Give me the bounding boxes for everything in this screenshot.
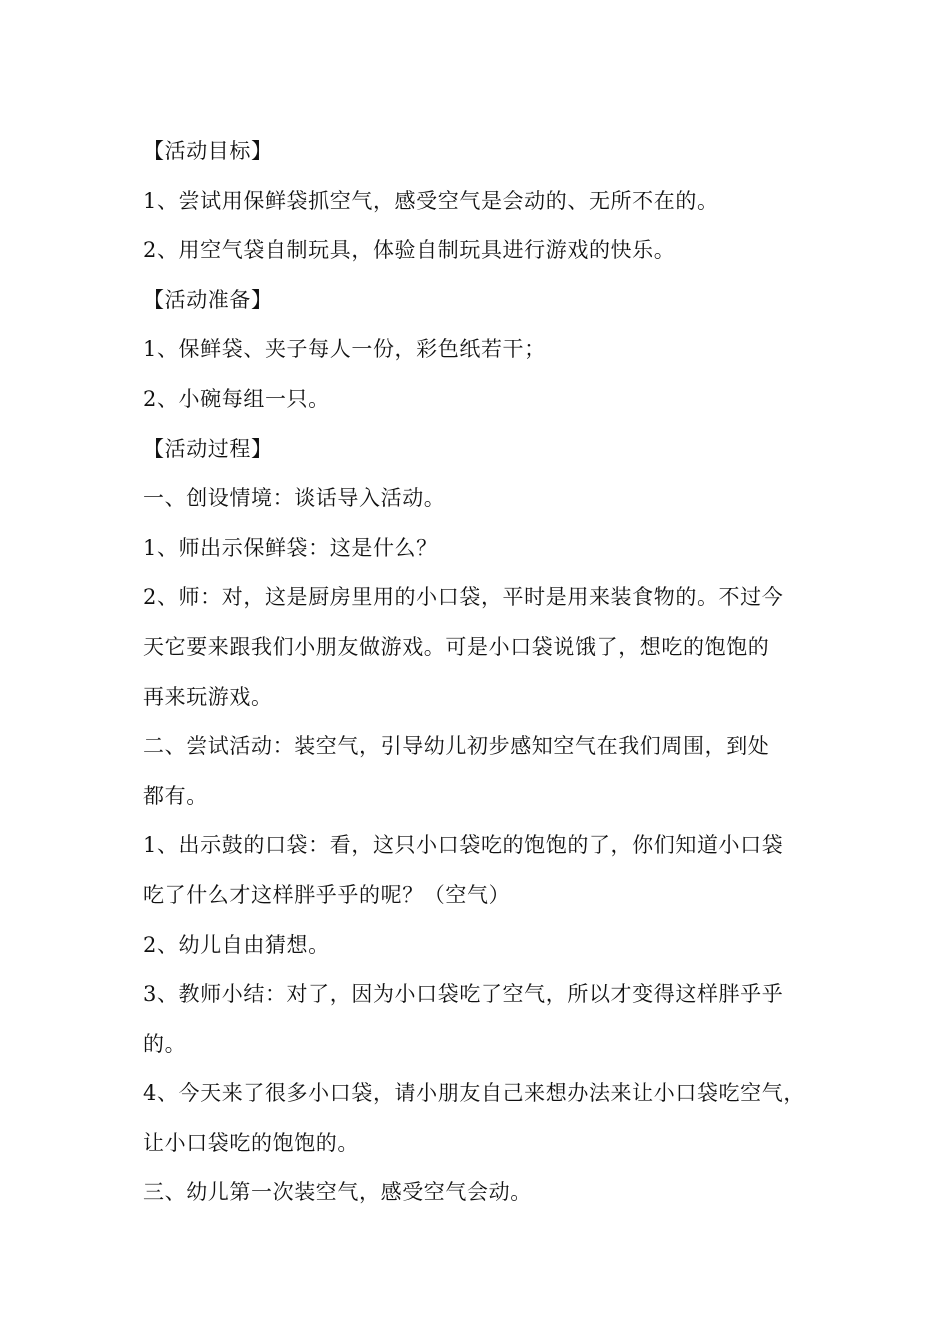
text-line: 3、教师小结：对了，因为小口袋吃了空气，所以才变得这样胖乎乎	[143, 982, 784, 1007]
text-line: 让小口袋吃的饱饱的。	[143, 1130, 359, 1155]
text-line: 4、今天来了很多小口袋，请小朋友自己来想办法来让小口袋吃空气，	[143, 1081, 805, 1106]
text-line: 1、尝试用保鲜袋抓空气，感受空气是会动的、无所不在的。	[143, 188, 719, 213]
section-heading-goals: 【活动目标】	[143, 139, 273, 163]
text-line: 1、师出示保鲜袋：这是什么？	[143, 535, 438, 560]
text-line: 一、创设情境：谈话导入活动。	[143, 486, 446, 511]
section-heading-preparation: 【活动准备】	[143, 287, 273, 312]
text-line: 1、出示鼓的口袋：看，这只小口袋吃的饱饱的了，你们知道小口袋	[143, 833, 784, 858]
text-line: 2、小碗每组一只。	[143, 386, 330, 411]
document-body	[143, 127, 833, 1218]
text-line: 再来玩游戏。	[143, 684, 273, 709]
text-line: 天它要来跟我们小朋友做游戏。可是小口袋说饿了，想吃的饱饱的	[143, 634, 770, 659]
text-line: 2、幼儿自由猜想。	[143, 932, 330, 957]
text-line: 二、尝试活动：装空气，引导幼儿初步感知空气在我们周围，到处	[143, 734, 770, 759]
text-line: 的。	[143, 1031, 187, 1056]
text-line: 2、师：对，这是厨房里用的小口袋，平时是用来装食物的。不过今	[143, 585, 784, 610]
text-line: 都有。	[143, 783, 208, 808]
text-line: 1、保鲜袋、夹子每人一份，彩色纸若干；	[143, 337, 546, 362]
text-line: 吃了什么才这样胖乎乎的呢？（空气）	[143, 882, 511, 907]
text-line: 2、用空气袋自制玩具，体验自制玩具进行游戏的快乐。	[143, 238, 676, 263]
section-heading-process: 【活动过程】	[143, 436, 273, 461]
text-line: 三、幼儿第一次装空气，感受空气会动。	[143, 1180, 532, 1205]
